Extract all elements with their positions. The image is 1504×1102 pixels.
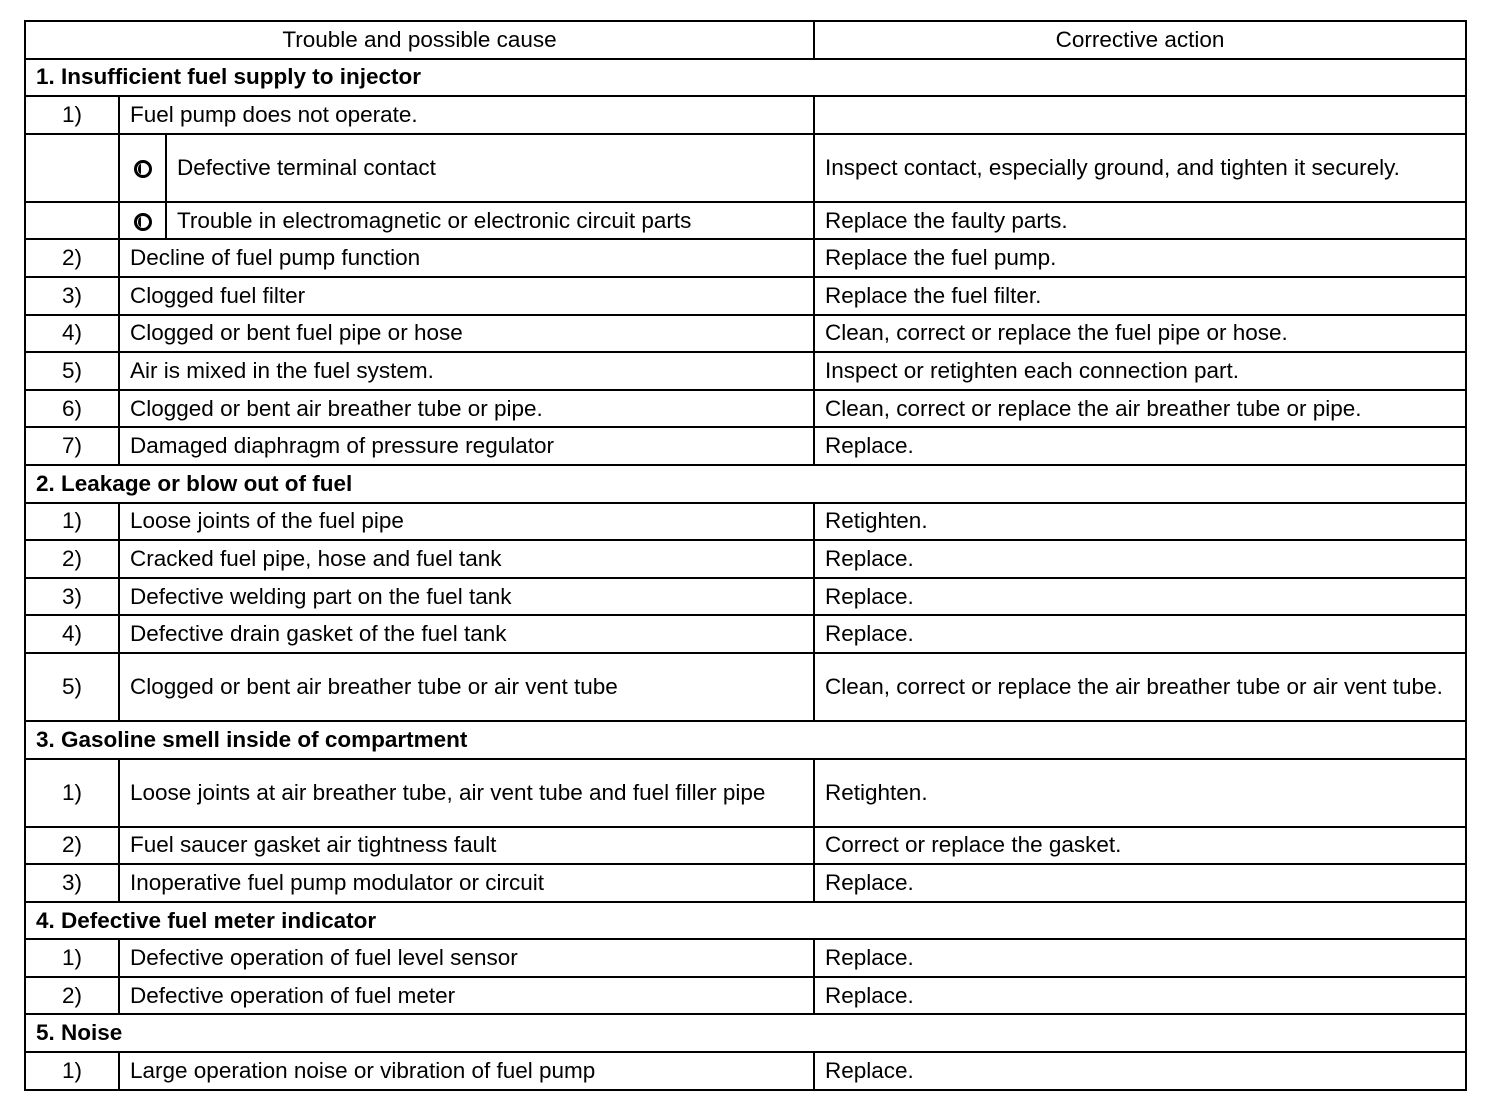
table-row [25,1052,1466,1090]
row-action: Clean, correct or replace the air breather tube or air vent tube. [814,653,1466,721]
row-cause: Large operation noise or vibration of fuel pump [119,1052,814,1090]
row-cause: Damaged diaphragm of pressure regulator [119,427,814,465]
table-row [25,352,1466,390]
row-cause: Fuel saucer gasket air tightness fault [119,827,814,865]
table-row [25,239,1466,277]
sub-item-row [25,134,1466,202]
row-number: 1) [25,96,119,134]
row-number: 7) [25,427,119,465]
row-cause: Defective welding part on the fuel tank [119,578,814,616]
table-row [25,864,1466,902]
table-row [25,427,1466,465]
row-cause: Air is mixed in the fuel system. [119,352,814,390]
row-action: Retighten. [814,503,1466,541]
section-title: 5. Noise [25,1014,1466,1052]
table-row [25,96,1466,134]
table-row [25,503,1466,541]
trouble-column-header: Trouble and possible cause [25,21,814,59]
row-number: 3) [25,864,119,902]
row-cause: Clogged or bent air breather tube or air vent tube [119,653,814,721]
row-cause: Inoperative fuel pump modulator or circuit [119,864,814,902]
action-column-header: Corrective action [814,21,1466,59]
circle-bullet-icon [134,160,152,178]
row-cause: Loose joints at air breather tube, air vent tube and fuel filler pipe [119,759,814,827]
row-cause: Trouble in electromagnetic or electronic circuit parts [166,202,814,240]
row-number: 1) [25,503,119,541]
row-number: 2) [25,977,119,1015]
table-row [25,977,1466,1015]
row-number: 2) [25,239,119,277]
section-header-row [25,902,1466,940]
row-cause: Cracked fuel pipe, hose and fuel tank [119,540,814,578]
section-title: 4. Defective fuel meter indicator [25,902,1466,940]
row-cause: Defective terminal contact [166,134,814,202]
section-header-row [25,721,1466,759]
table-row [25,578,1466,616]
row-cause: Clogged fuel filter [119,277,814,315]
table-row [25,759,1466,827]
table-row [25,615,1466,653]
row-number: 5) [25,653,119,721]
empty-cell [25,202,119,240]
table-row [25,390,1466,428]
sub-item-row [25,202,1466,240]
row-action: Replace. [814,864,1466,902]
table-row [25,939,1466,977]
row-action: Replace. [814,578,1466,616]
circle-bullet-icon [134,213,152,231]
table-row [25,827,1466,865]
row-number: 6) [25,390,119,428]
row-action: Replace the fuel pump. [814,239,1466,277]
section-header-row [25,1014,1466,1052]
row-action: Replace. [814,977,1466,1015]
row-number: 4) [25,315,119,353]
row-cause: Defective operation of fuel meter [119,977,814,1015]
table-row [25,653,1466,721]
row-action: Replace. [814,939,1466,977]
row-number: 3) [25,277,119,315]
row-number: 2) [25,540,119,578]
bullet-cell [119,134,166,202]
row-number: 1) [25,759,119,827]
table-row [25,277,1466,315]
row-action: Clean, correct or replace the air breather tube or pipe. [814,390,1466,428]
row-number: 4) [25,615,119,653]
row-action: Clean, correct or replace the fuel pipe or hose. [814,315,1466,353]
row-action: Inspect or retighten each connection part. [814,352,1466,390]
section-header-row [25,59,1466,97]
row-action: Correct or replace the gasket. [814,827,1466,865]
row-cause: Clogged or bent air breather tube or pipe. [119,390,814,428]
section-title: 1. Insufficient fuel supply to injector [25,59,1466,97]
row-number: 5) [25,352,119,390]
row-number: 3) [25,578,119,616]
table-row [25,540,1466,578]
row-action [814,96,1466,134]
row-action: Replace the faulty parts. [814,202,1466,240]
row-action: Replace. [814,615,1466,653]
row-cause: Decline of fuel pump function [119,239,814,277]
empty-cell [25,134,119,202]
row-action: Replace. [814,540,1466,578]
table-header-row [25,21,1466,59]
section-title: 2. Leakage or blow out of fuel [25,465,1466,503]
row-action: Replace. [814,427,1466,465]
row-cause: Defective drain gasket of the fuel tank [119,615,814,653]
row-action: Replace. [814,1052,1466,1090]
section-title: 3. Gasoline smell inside of compartment [25,721,1466,759]
row-action: Retighten. [814,759,1466,827]
row-number: 1) [25,939,119,977]
bullet-cell [119,202,166,240]
row-number: 1) [25,1052,119,1090]
section-header-row [25,465,1466,503]
row-action: Replace the fuel filter. [814,277,1466,315]
table-row [25,315,1466,353]
row-number: 2) [25,827,119,865]
row-action: Inspect contact, especially ground, and tighten it securely. [814,134,1466,202]
troubleshooting-table [24,20,1467,1091]
row-cause: Clogged or bent fuel pipe or hose [119,315,814,353]
row-cause: Defective operation of fuel level sensor [119,939,814,977]
row-cause: Loose joints of the fuel pipe [119,503,814,541]
row-cause: Fuel pump does not operate. [119,96,814,134]
